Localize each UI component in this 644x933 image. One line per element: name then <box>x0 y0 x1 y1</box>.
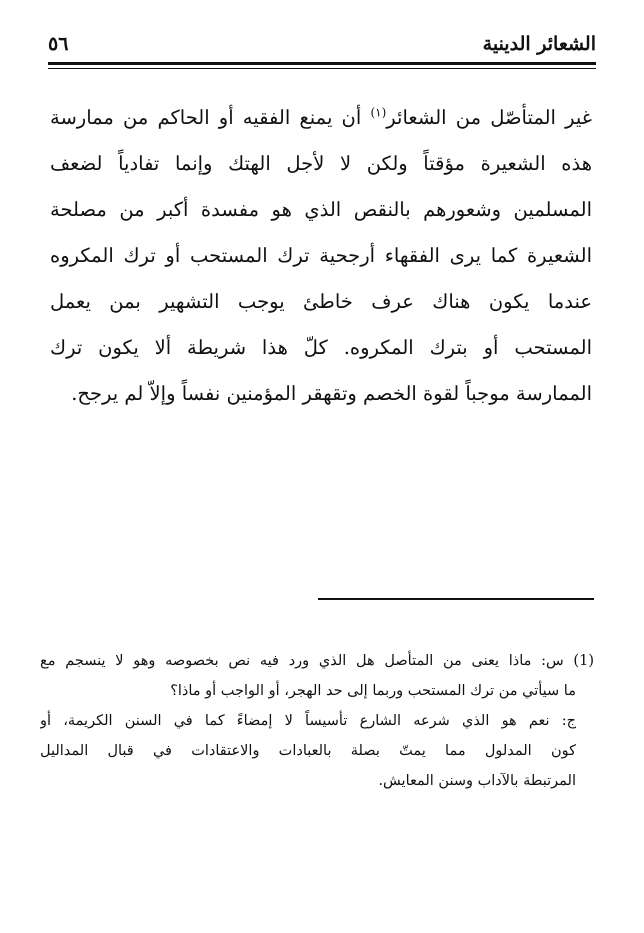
footnote-line: ج: نعم هو الذي شرعه الشارع تأسيساً لا إمضاءً كما في السنن الكريمة، أو <box>40 713 576 729</box>
body-line: المستحب أو بترك المكروه. كلّ هذا شريطة ألا يكون ترك <box>50 336 592 359</box>
header-rule-thin <box>48 68 596 69</box>
body-line: الممارسة موجباً لقوة الخصم وتقهقر المؤمنين نفساً وإلاّ لم يرجح. <box>71 382 592 405</box>
body-paragraph <box>50 95 592 417</box>
header-rule-thick <box>48 62 596 65</box>
page-number: ٥٦ <box>48 33 69 55</box>
body-line-text: أن يمنع الفقيه أو الحاكم من ممارسة <box>50 106 362 129</box>
footnote-line: (1) س: ماذا يعنى من المتأصل هل الذي ورد فيه نص بخصوصه وهو لا ينسجم مع <box>40 653 594 669</box>
body-line: عندما يكون هناك عرف خاطئ يوجب التشهير بمن يعمل <box>50 290 592 313</box>
body-line: المسلمين وشعورهم بالنقص الذي هو مفسدة أكبر من مصلحة <box>50 198 592 221</box>
page-header <box>48 30 596 58</box>
body-line: هذه الشعيرة مؤقتاً ولكن لا لأجل الهتك وإنما تفادياً لضعف <box>50 152 592 175</box>
footnote-line: كون المدلول مما يمتّ بصلة بالعبادات والاعتقادات في قبال المداليل <box>40 743 576 759</box>
body-line <box>50 95 592 141</box>
footnote-line: ما سيأتي من ترك المستحب وربما إلى حد الهجر، أو الواجب أو ماذا؟ <box>170 683 576 699</box>
body-line: الشعيرة كما يرى الفقهاء أرجحية ترك المستحب أو ترك المكروه <box>50 244 592 267</box>
footnote-marker: (١) <box>370 105 387 120</box>
body-line-text: غير المتأصّل من الشعائر <box>386 106 592 129</box>
footnote-separator <box>318 598 594 600</box>
footnotes <box>40 646 594 796</box>
running-title: الشعائر الدينية <box>482 33 596 55</box>
footnote-line: المرتبطة بالآداب وسنن المعايش. <box>378 773 576 789</box>
